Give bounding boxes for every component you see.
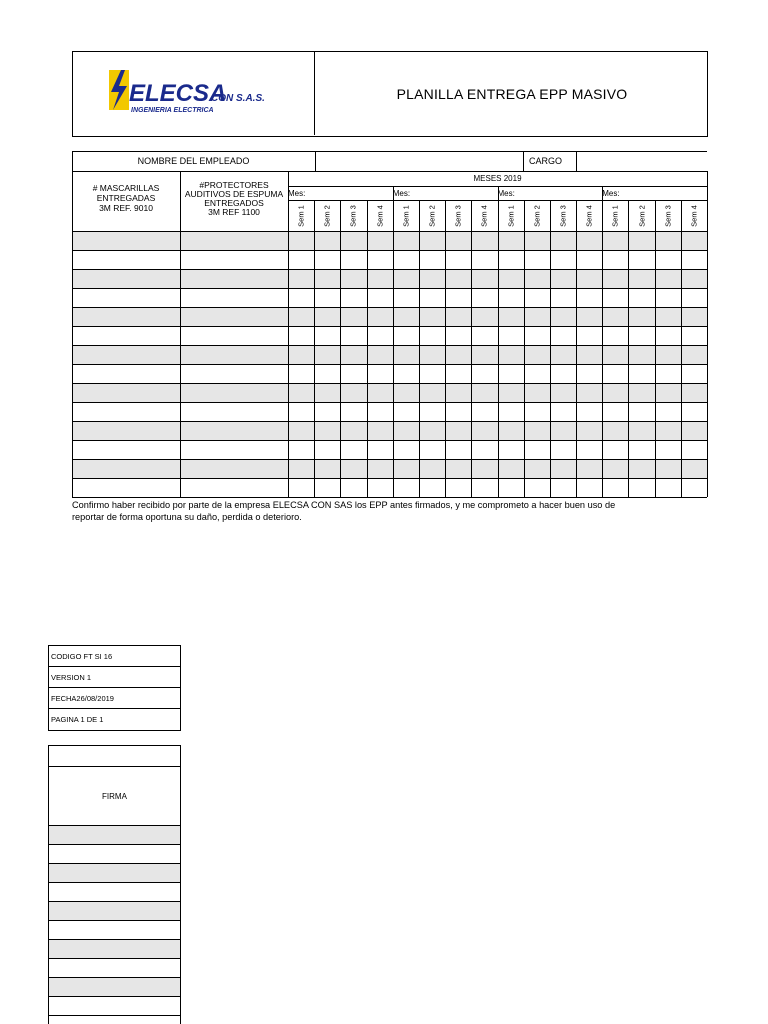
month-label: Mes:	[602, 188, 620, 198]
table-row-line	[72, 326, 707, 327]
header-line: 3M REF 1100	[208, 207, 260, 217]
signature-top-cell	[48, 745, 181, 766]
month-divider	[498, 186, 499, 497]
grid-right-border	[707, 171, 708, 497]
week-divider	[340, 200, 341, 497]
week-label: Sem 1	[610, 204, 620, 227]
protectors-column-header	[180, 181, 288, 217]
header-line: ENTREGADAS	[96, 193, 156, 203]
week-header-cell	[524, 200, 550, 231]
month-label: Mes:	[392, 188, 411, 198]
month-label: Mes:	[497, 188, 515, 198]
week-header-cell	[393, 200, 419, 231]
logo-text: ELECSA	[129, 80, 227, 107]
week-label: Sem 2	[637, 204, 647, 227]
table-row-line	[72, 459, 707, 460]
table-row-line	[72, 288, 707, 289]
week-header-cell	[681, 200, 707, 231]
months-header: MESES 2019	[473, 174, 522, 183]
month-divider	[393, 186, 394, 497]
week-label: Sem 1	[296, 204, 306, 227]
table-row-shade	[72, 307, 707, 326]
table-row-line	[72, 478, 707, 479]
cargo-field[interactable]	[577, 151, 707, 171]
logo-area	[73, 52, 315, 135]
week-divider	[445, 200, 446, 497]
table-row-shade	[72, 269, 707, 288]
week-divider	[628, 200, 629, 497]
table-row-line	[72, 383, 707, 384]
header-line: #PROTECTORES	[199, 180, 269, 190]
signature-row[interactable]	[49, 883, 180, 902]
doc-code: CODIGO FT SI 16	[49, 646, 180, 667]
table-row-line	[72, 440, 707, 441]
table-row-shade	[72, 421, 707, 440]
week-header-cell	[367, 200, 393, 231]
header-line: AUDITIVOS DE ESPUMA	[184, 189, 284, 199]
week-label: Sem 4	[375, 204, 385, 227]
table-row-line	[72, 345, 707, 346]
header-line: 3M REF. 9010	[99, 203, 153, 213]
week-divider	[367, 200, 368, 497]
signature-row[interactable]	[49, 978, 180, 997]
table-row-shade	[72, 231, 707, 250]
signature-row[interactable]	[49, 845, 180, 864]
week-header-cell	[340, 200, 366, 231]
table-row-line	[72, 497, 707, 498]
week-header-cell	[445, 200, 471, 231]
week-header-cell	[419, 200, 445, 231]
week-divider	[471, 200, 472, 497]
week-label: Sem 1	[401, 204, 411, 227]
page-title: PLANILLA ENTREGA EPP MASIVO	[396, 85, 628, 102]
week-header-cell	[655, 200, 681, 231]
elecsa-logo	[107, 66, 282, 116]
week-label: Sem 2	[532, 204, 542, 227]
month-label: Mes:	[288, 188, 306, 198]
note-line-1: Confirmo haber recibido por parte de la empresa ELECSA CON SAS los EPP antes firmados, y me comprometo a hacer buen uso de	[72, 500, 616, 510]
week-header-cell	[576, 200, 602, 231]
week-header-cell	[288, 200, 314, 231]
week-label: Sem 3	[453, 204, 463, 227]
header-line: # MASCARILLAS	[92, 183, 160, 193]
table-row-line	[72, 250, 707, 251]
week-divider	[524, 200, 525, 497]
employee-name-field[interactable]	[316, 151, 523, 171]
month-divider	[602, 186, 603, 497]
week-label: Sem 4	[479, 204, 489, 227]
week-label: Sem 2	[427, 204, 437, 227]
table-row-shade	[72, 345, 707, 364]
signature-row[interactable]	[49, 940, 180, 959]
week-divider	[655, 200, 656, 497]
week-label: Sem 3	[663, 204, 673, 227]
document-info-box	[48, 645, 181, 731]
week-label: Sem 4	[584, 204, 594, 227]
doc-page: PAGINA 1 DE 1	[51, 715, 104, 724]
doc-date: FECHA26/08/2019	[49, 688, 180, 709]
col-divider-2	[180, 171, 181, 497]
signature-row[interactable]	[49, 959, 180, 978]
doc-version: VERSION 1	[49, 667, 180, 688]
table-row-shade	[72, 383, 707, 402]
masks-column-header	[72, 183, 180, 213]
signature-rows	[48, 826, 181, 1024]
week-label: Sem 2	[322, 204, 332, 227]
week-divider	[550, 200, 551, 497]
week-header-cell	[628, 200, 654, 231]
header-line: ENTREGADOS	[204, 198, 264, 208]
confirmation-note	[72, 499, 712, 523]
week-header-cell	[498, 200, 524, 231]
table-row-shade	[72, 459, 707, 478]
logo-suffix: CON S.A.S.	[211, 93, 265, 104]
table-row-line	[72, 269, 707, 270]
signature-row[interactable]	[49, 826, 180, 845]
cargo-label: CARGO	[529, 156, 563, 166]
table-row-line	[72, 402, 707, 403]
logo-tagline: INGENIERIA ELECTRICA	[131, 107, 214, 114]
signature-row[interactable]	[49, 864, 180, 883]
week-header-cell	[602, 200, 628, 231]
week-label: Sem 3	[348, 204, 358, 227]
employee-name-label: NOMBRE DEL EMPLEADO	[137, 156, 250, 166]
signature-row[interactable]	[49, 997, 180, 1016]
week-label: Sem 1	[506, 204, 516, 227]
week-header-cell	[550, 200, 576, 231]
table-row-line	[72, 231, 707, 232]
header-top	[72, 171, 707, 172]
table-row-line	[72, 307, 707, 308]
week-divider	[681, 200, 682, 497]
week-divider	[314, 200, 315, 497]
week-header-cell	[314, 200, 340, 231]
week-divider	[576, 200, 577, 497]
week-header-cell	[471, 200, 497, 231]
signature-label: FIRMA	[48, 766, 181, 826]
week-label: Sem 3	[558, 204, 568, 227]
table-row-line	[72, 364, 707, 365]
week-divider	[419, 200, 420, 497]
signature-row[interactable]	[49, 921, 180, 940]
signature-row[interactable]	[49, 902, 180, 921]
table-row-line	[72, 421, 707, 422]
week-label: Sem 4	[689, 204, 699, 227]
note-line-2: reportar de forma oportuna su daño, perdida o deterioro.	[72, 512, 302, 522]
form-header	[72, 51, 708, 137]
